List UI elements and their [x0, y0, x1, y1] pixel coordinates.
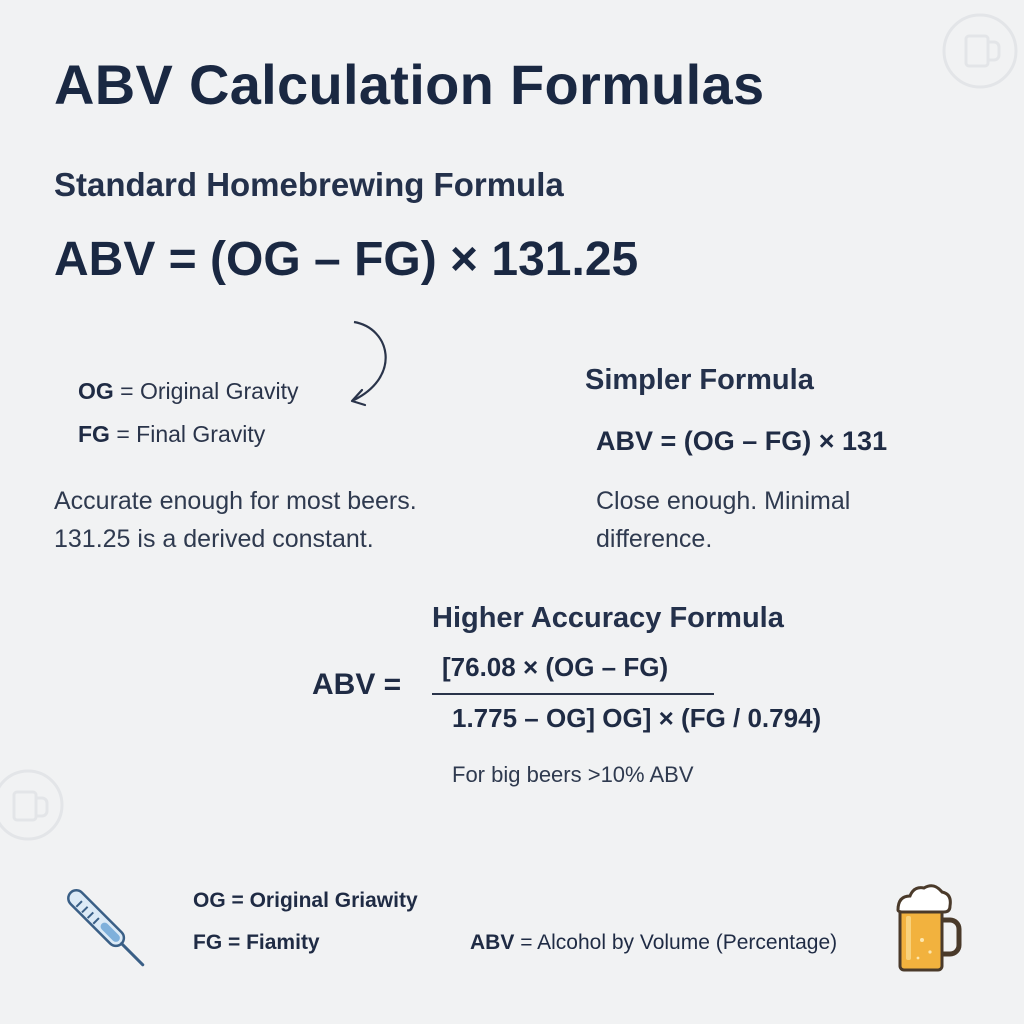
fg-definition [78, 421, 265, 448]
simpler-formula: ABV = (OG – FG) × 131 [596, 426, 888, 456]
higher-numerator: [76.08 × (OG – FG) [442, 652, 669, 682]
legend-abv [470, 931, 837, 955]
standard-formula: ABV = (OG – FG) × 131.25 [54, 233, 639, 286]
curved-arrow-icon [340, 316, 400, 412]
og-definition [78, 378, 298, 405]
simpler-note-line2: difference. [596, 525, 713, 553]
fraction-bar [432, 693, 714, 695]
fg-def-text: = Final Gravity [116, 421, 266, 447]
legend-og: OG = Original Griawity [193, 889, 418, 912]
legend-fg: FG = Fiamity [193, 931, 320, 954]
simpler-note-line1: Close enough. Minimal [596, 487, 851, 515]
higher-heading: Higher Accuracy Formula [432, 602, 784, 634]
legend-abv-text: = Alcohol by Volume (Percentage) [520, 931, 838, 954]
standard-note-line1: Accurate enough for most beers. [54, 487, 417, 515]
standard-note-line2: 131.25 is a derived constant. [54, 525, 374, 553]
higher-lhs: ABV = [312, 668, 402, 701]
beer-mug-icon [890, 880, 970, 976]
higher-note: For big beers >10% ABV [452, 762, 694, 787]
higher-denominator: 1.775 – OG] OG] × (FG / 0.794) [452, 703, 822, 733]
simpler-heading: Simpler Formula [585, 364, 814, 396]
beer-watermark-icon [940, 6, 1020, 96]
hydrometer-icon [58, 882, 154, 974]
legend-abv-abbr: ABV [470, 931, 515, 954]
og-abbr: OG [78, 378, 114, 404]
page-title: ABV Calculation Formulas [54, 53, 765, 116]
beer-watermark-icon [0, 760, 74, 850]
standard-heading: Standard Homebrewing Formula [54, 166, 564, 203]
og-def-text: = Original Gravity [120, 378, 299, 404]
fg-abbr: FG [78, 421, 110, 447]
